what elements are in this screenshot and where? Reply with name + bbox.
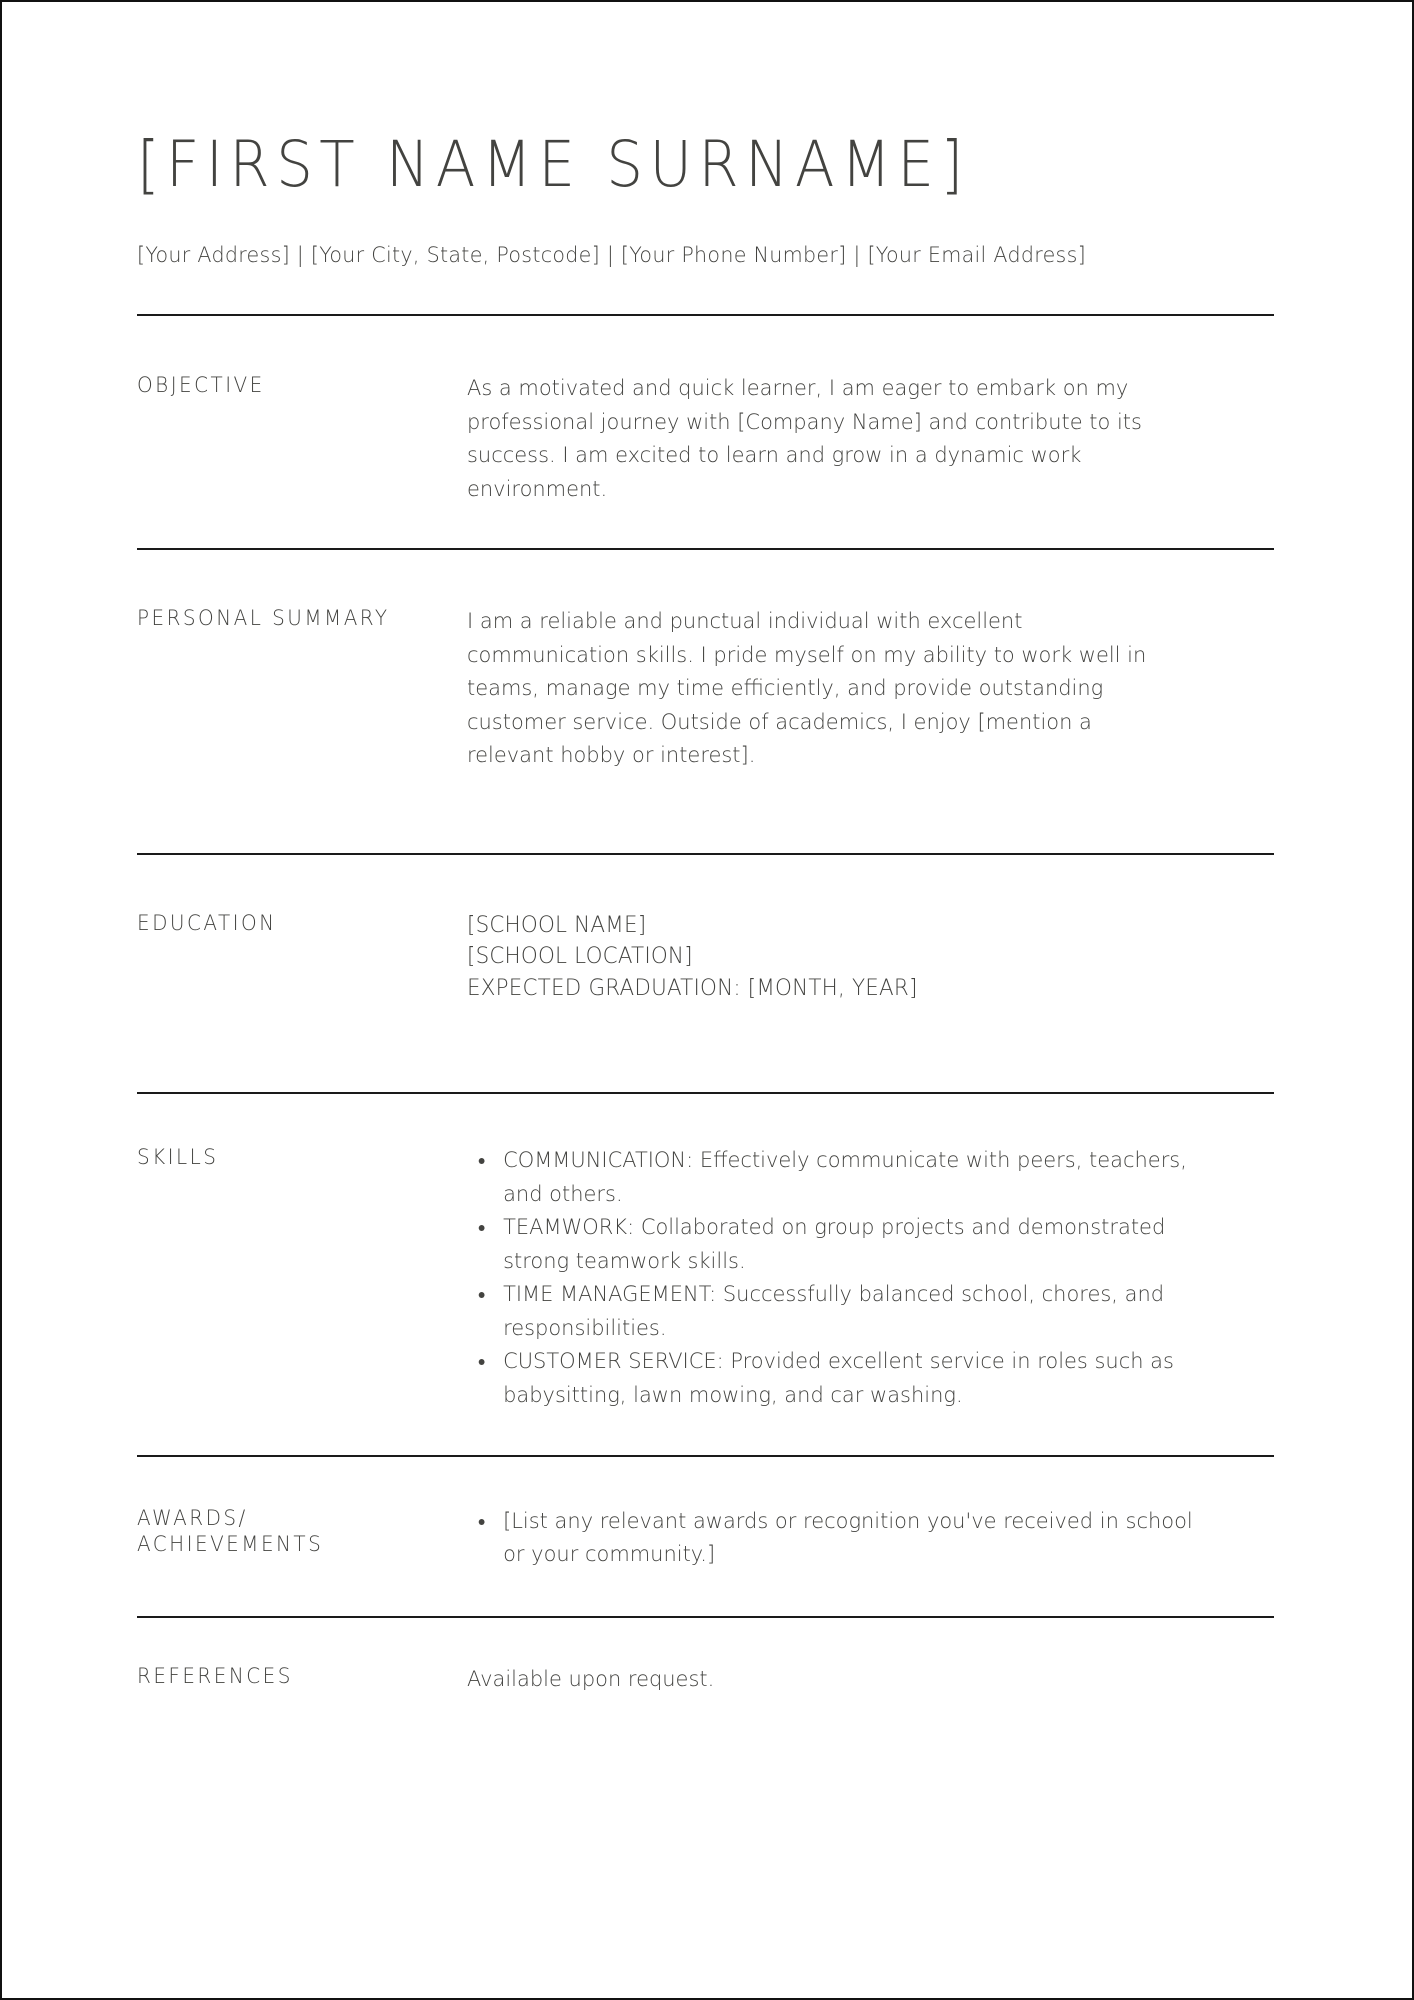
resume-content [137, 2, 1274, 1696]
page-title: [FIRST NAME SURNAME] [137, 128, 970, 201]
list-item: CUSTOMER SERVICE: Provided excellent service in roles such as babysitting, lawn mowing, and car washing. [467, 1345, 1197, 1412]
references-text: Available upon request. [467, 1666, 715, 1692]
section-references [137, 1663, 1274, 1697]
section-personal-summary [137, 605, 1274, 773]
education-line: [SCHOOL LOCATION] [467, 944, 693, 970]
section-skills [137, 1144, 1274, 1412]
section-label-skills: SKILLS [137, 1145, 219, 1170]
section-body-objective [467, 372, 1254, 506]
section-education [137, 910, 1274, 1004]
section-label-references: REFERENCES [137, 1663, 293, 1688]
section-label-awards-achievements [137, 1505, 451, 1559]
list-item: TEAMWORK: Collaborated on group projects and demonstrated strong teamwork skills. [467, 1211, 1197, 1278]
section-body-personal-summary [467, 605, 1254, 773]
section-body-skills [467, 1144, 1254, 1412]
section-awards-achievements [137, 1505, 1274, 1572]
section-body-awards-achievements [467, 1505, 1254, 1572]
education-line: EXPECTED GRADUATION: [MONTH, YEAR] [467, 975, 918, 1001]
personal-summary-text: I am a reliable and punctual individual with excellent communication skills. I pride myself on my ability to work well in teams, manage my time efficiently, and provide outstanding customer service. Outside of academics, I enjoy [mention a relevant hobby or interest]. [467, 609, 1147, 769]
section-label-objective: OBJECTIVE [137, 373, 265, 398]
skills-list [467, 1144, 1254, 1412]
awards-label-line-2: ACHIEVEMENTS [137, 1532, 324, 1557]
section-label-education: EDUCATION [137, 910, 277, 935]
section-body-references [467, 1663, 1254, 1697]
awards-list [467, 1505, 1254, 1572]
section-label-personal-summary: PERSONAL SUMMARY [137, 606, 390, 631]
list-item: [List any relevant awards or recognition you've received in school or your community.] [467, 1505, 1197, 1572]
section-body-education [467, 910, 1254, 1004]
education-line: [SCHOOL NAME] [467, 912, 647, 938]
list-item: TIME MANAGEMENT: Successfully balanced school, chores, and responsibilities. [467, 1278, 1197, 1345]
objective-text: As a motivated and quick learner, I am eager to embark on my professional journey with [Company Name] and contribute to its success. I am excited to learn and grow in a dynamic work environment. [467, 376, 1142, 502]
contact-line: [Your Address] | [Your City, State, Postcode] | [Your Phone Number] | [Your Email Address] [137, 243, 1086, 269]
list-item: COMMUNICATION: Effectively communicate with peers, teachers, and others. [467, 1144, 1197, 1211]
awards-label-line-1: AWARDS/ [137, 1505, 248, 1530]
section-objective [137, 372, 1274, 506]
